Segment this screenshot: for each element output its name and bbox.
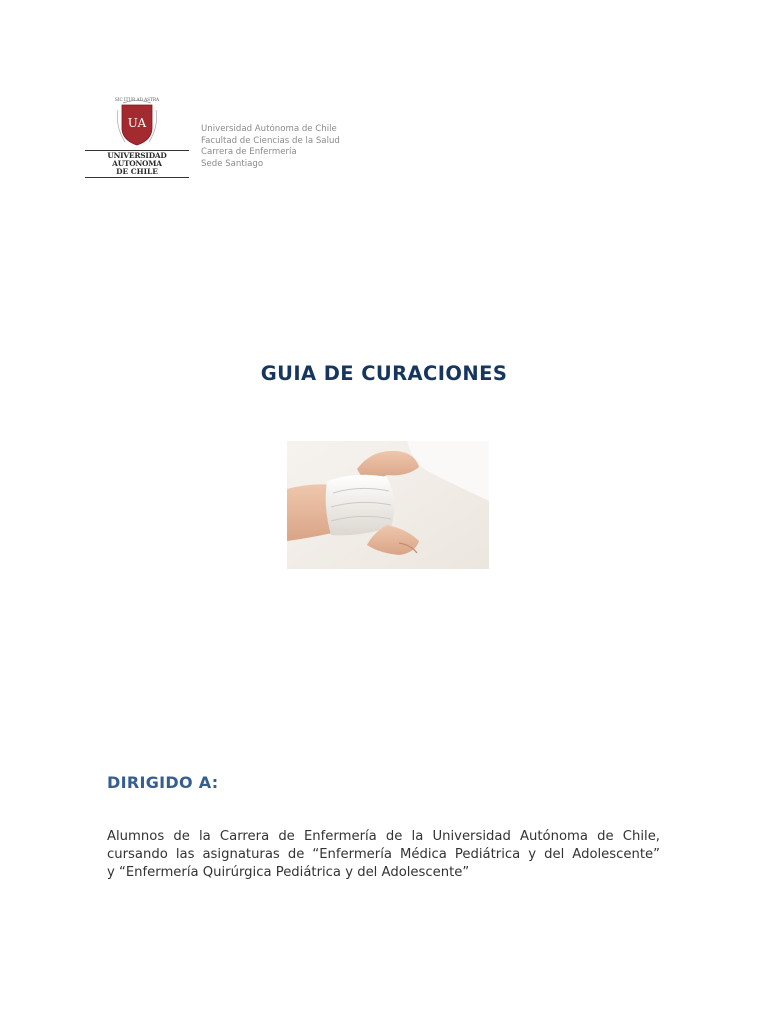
logo-wordmark [85,150,189,178]
university-logo [85,94,189,174]
paragraph-line: cursando las asignaturas de “Enfermería Médica Pediátrica y del Adolescente” [107,847,660,862]
cover-image [287,441,489,569]
paragraph-line: Alumnos de la Carrera de Enfermería de la Universidad Autónoma de Chile, [107,829,660,844]
institution-line-campus: Sede Santiago [201,159,264,170]
audience-paragraph [107,828,660,882]
section-heading: DIRIGIDO A: [107,773,219,792]
shield-emblem [85,94,189,150]
institution-line-university: Universidad Autónoma de Chile [201,124,337,134]
institution-line-faculty: Facultad de Ciencias de la Salud [201,135,340,146]
document-title: GUIA DE CURACIONES [260,362,508,385]
logo-motto: SIC ITUR AD ASTRA [114,97,160,102]
logo-initials: UA [127,116,147,130]
institution-line-career: Carrera de Enfermería [201,147,297,158]
institution-info [201,124,340,171]
logo-name-line2: DE CHILE [116,167,158,176]
paragraph-line: y “Enfermería Quirúrgica Pediátrica y del Adolescente” [107,865,470,880]
logo-name-line1: UNIVERSIDAD AUTONOMA [107,151,167,168]
